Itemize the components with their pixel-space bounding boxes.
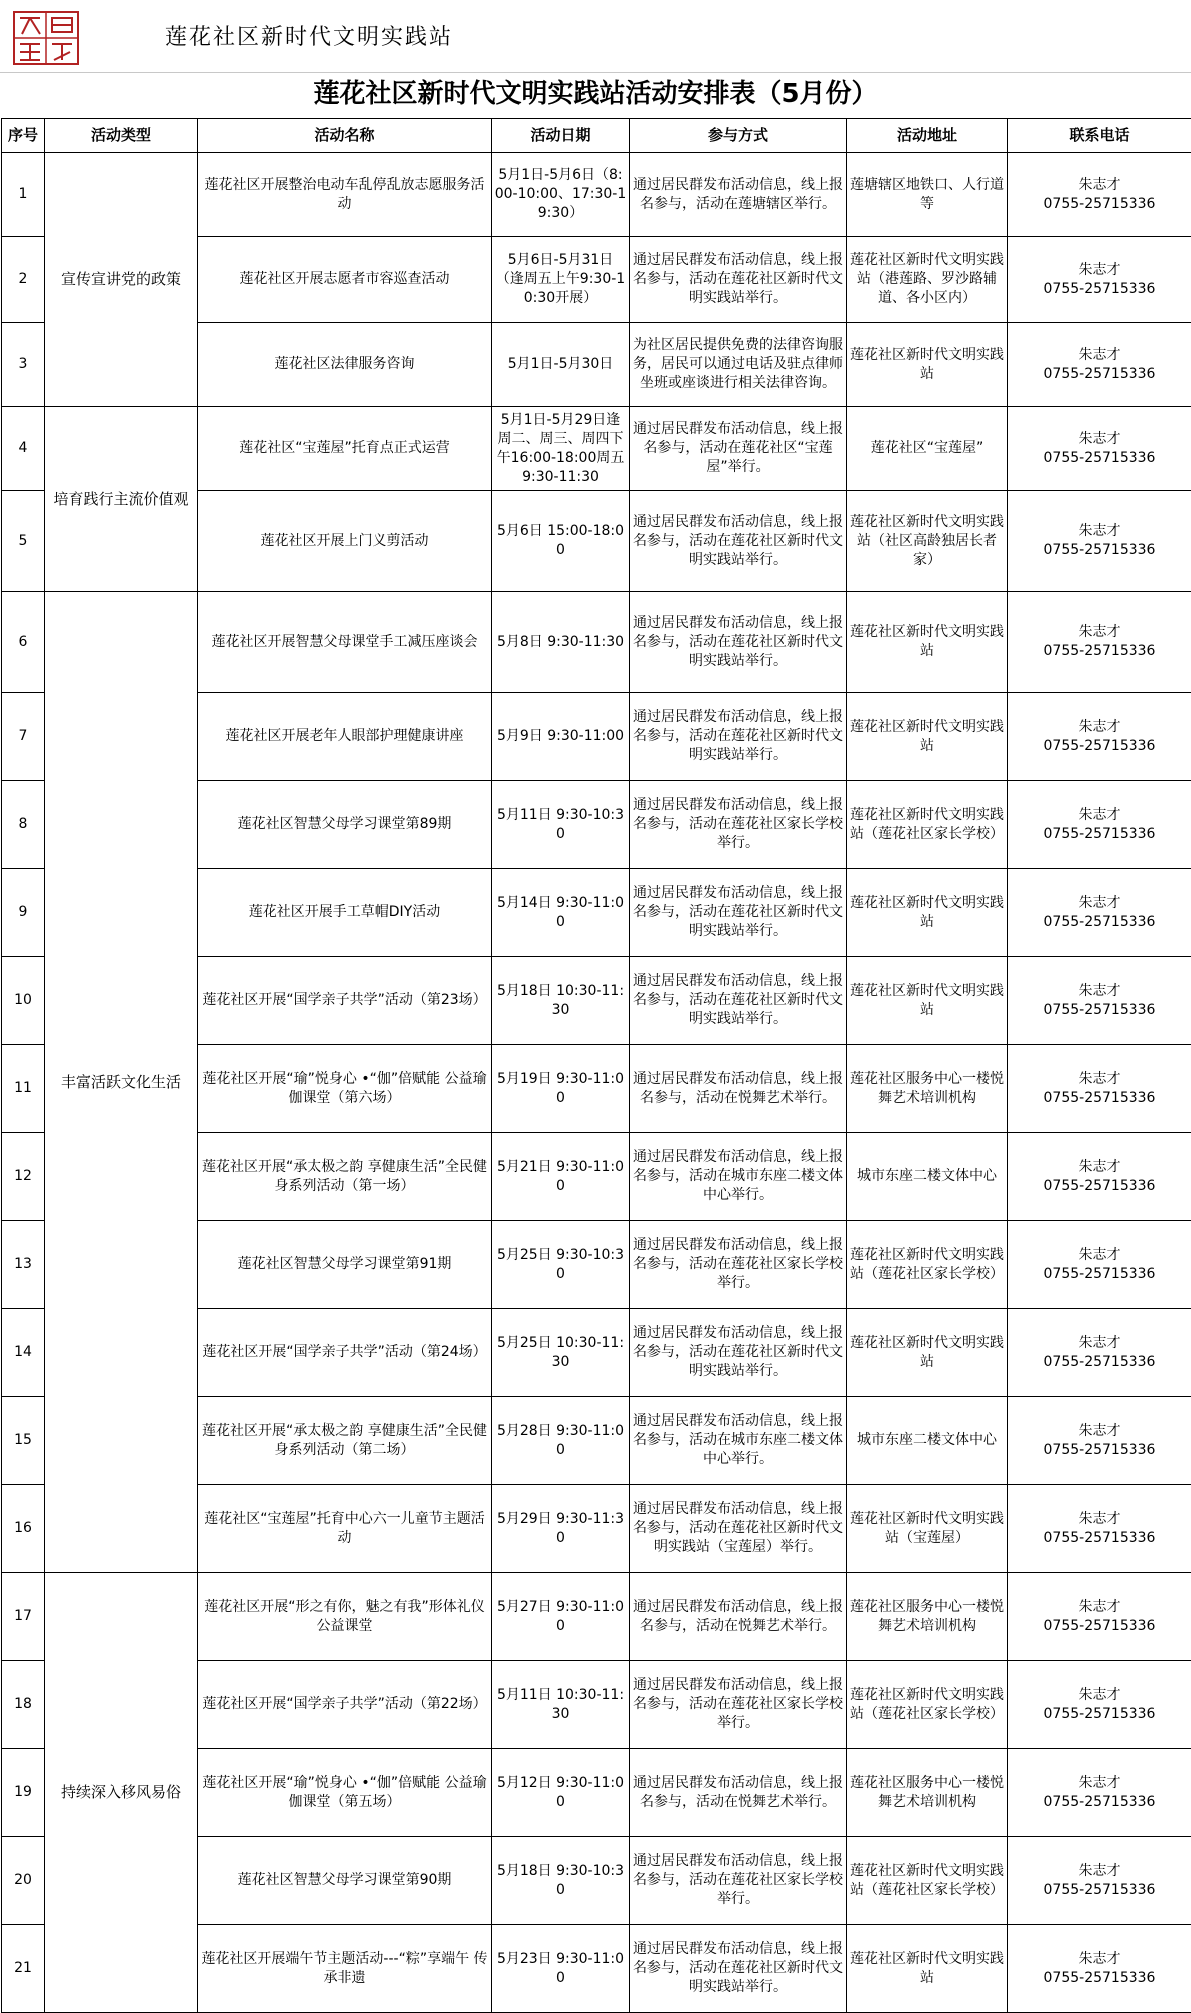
activity-address-cell: 莲花社区新时代文明实践站 xyxy=(847,1925,1008,2013)
row-number: 2 xyxy=(2,237,45,323)
participation-mode-cell: 通过居民群发布活动信息，线上报名参与，活动在莲花社区家长学校举行。 xyxy=(630,1661,847,1749)
contact-phone: 0755-25715336 xyxy=(1010,1793,1189,1812)
activity-name-cell: 莲花社区“宝莲屋”托育点正式运营 xyxy=(198,407,492,491)
contact-name: 朱志才 xyxy=(1010,1422,1189,1441)
contact-name: 朱志才 xyxy=(1010,1334,1189,1353)
contact-cell xyxy=(1008,1309,1191,1397)
contact-cell xyxy=(1008,1573,1191,1661)
activity-address-cell: 莲花社区新时代文明实践站 xyxy=(847,1309,1008,1397)
participation-mode-cell: 通过居民群发布活动信息，线上报名参与，活动在莲花社区新时代文明实践站举行。 xyxy=(630,1309,847,1397)
contact-phone: 0755-25715336 xyxy=(1010,913,1189,932)
contact-name: 朱志才 xyxy=(1010,894,1189,913)
activity-address-cell: 莲塘辖区地铁口、人行道等 xyxy=(847,153,1008,237)
contact-name: 朱志才 xyxy=(1010,1070,1189,1089)
contact-cell xyxy=(1008,407,1191,491)
activity-date-cell: 5月28日 9:30-11:00 xyxy=(492,1397,630,1485)
activity-name-cell: 莲花社区开展上门义剪活动 xyxy=(198,491,492,592)
table-row xyxy=(2,1573,1191,1661)
activity-date-cell: 5月21日 9:30-11:00 xyxy=(492,1133,630,1221)
activity-address-cell: 莲花社区新时代文明实践站 xyxy=(847,592,1008,693)
contact-cell xyxy=(1008,491,1191,592)
activity-date-cell: 5月1日-5月6日（8:00-10:00、17:30-19:30） xyxy=(492,153,630,237)
activity-date-cell: 5月27日 9:30-11:00 xyxy=(492,1573,630,1661)
activity-address-cell: 莲花社区新时代文明实践站 xyxy=(847,869,1008,957)
participation-mode-cell: 通过居民群发布活动信息，线上报名参与，活动在城市东座二楼文体中心举行。 xyxy=(630,1133,847,1221)
contact-name: 朱志才 xyxy=(1010,1950,1189,1969)
contact-name: 朱志才 xyxy=(1010,718,1189,737)
row-number: 19 xyxy=(2,1749,45,1837)
contact-phone: 0755-25715336 xyxy=(1010,280,1189,299)
participation-mode-cell: 为社区居民提供免费的法律咨询服务，居民可以通过电话及驻点律师坐班或座谈进行相关法律咨询。 xyxy=(630,323,847,407)
activity-address-cell: 城市东座二楼文体中心 xyxy=(847,1397,1008,1485)
row-number: 12 xyxy=(2,1133,45,1221)
row-number: 20 xyxy=(2,1837,45,1925)
activity-name-cell: 莲花社区智慧父母学习课堂第90期 xyxy=(198,1837,492,1925)
column-header-name: 活动名称 xyxy=(198,119,492,153)
contact-phone: 0755-25715336 xyxy=(1010,1089,1189,1108)
activity-date-cell: 5月29日 9:30-11:30 xyxy=(492,1485,630,1573)
contact-name: 朱志才 xyxy=(1010,176,1189,195)
activity-address-cell: 莲花社区“宝莲屋” xyxy=(847,407,1008,491)
activity-address-cell: 莲花社区服务中心一楼悦舞艺术培训机构 xyxy=(847,1045,1008,1133)
activity-type-cell: 丰富活跃文化生活 xyxy=(45,592,198,1573)
activity-date-cell: 5月18日 10:30-11:30 xyxy=(492,957,630,1045)
contact-cell xyxy=(1008,1397,1191,1485)
activity-date-cell: 5月1日-5月30日 xyxy=(492,323,630,407)
activity-date-cell: 5月25日 9:30-10:30 xyxy=(492,1221,630,1309)
activity-address-cell: 莲花社区新时代文明实践站（莲花社区家长学校） xyxy=(847,1221,1008,1309)
org-name: 莲花社区新时代文明实践站 xyxy=(165,20,453,51)
contact-cell xyxy=(1008,1925,1191,2013)
participation-mode-cell: 通过居民群发布活动信息，线上报名参与，活动在莲花社区新时代文明实践站（宝莲屋）举行。 xyxy=(630,1485,847,1573)
table-row xyxy=(2,407,1191,491)
contact-phone: 0755-25715336 xyxy=(1010,541,1189,560)
row-number: 17 xyxy=(2,1573,45,1661)
activity-name-cell: 莲花社区开展“承太极之韵 享健康生活”全民健身系列活动（第二场） xyxy=(198,1397,492,1485)
table-row xyxy=(2,592,1191,693)
contact-cell xyxy=(1008,237,1191,323)
contact-phone: 0755-25715336 xyxy=(1010,1265,1189,1284)
activity-address-cell: 莲花社区新时代文明实践站（莲花社区家长学校） xyxy=(847,1661,1008,1749)
activity-address-cell: 莲花社区新时代文明实践站 xyxy=(847,323,1008,407)
activity-date-cell: 5月14日 9:30-11:00 xyxy=(492,869,630,957)
contact-phone: 0755-25715336 xyxy=(1010,1353,1189,1372)
participation-mode-cell: 通过居民群发布活动信息，线上报名参与，活动在悦舞艺术举行。 xyxy=(630,1749,847,1837)
activity-name-cell: 莲花社区开展智慧父母课堂手工减压座谈会 xyxy=(198,592,492,693)
contact-cell xyxy=(1008,1749,1191,1837)
column-header-number: 序号 xyxy=(2,119,45,153)
contact-name: 朱志才 xyxy=(1010,1598,1189,1617)
activity-date-cell: 5月19日 9:30-11:00 xyxy=(492,1045,630,1133)
contact-phone: 0755-25715336 xyxy=(1010,1617,1189,1636)
activity-date-cell: 5月6日-5月31日（逢周五上午9:30-10:30开展） xyxy=(492,237,630,323)
activity-name-cell: 莲花社区智慧父母学习课堂第89期 xyxy=(198,781,492,869)
contact-cell xyxy=(1008,1661,1191,1749)
row-number: 3 xyxy=(2,323,45,407)
contact-cell xyxy=(1008,1133,1191,1221)
contact-cell xyxy=(1008,693,1191,781)
contact-cell xyxy=(1008,1837,1191,1925)
activity-name-cell: 莲花社区智慧父母学习课堂第91期 xyxy=(198,1221,492,1309)
activity-address-cell: 莲花社区服务中心一楼悦舞艺术培训机构 xyxy=(847,1573,1008,1661)
activity-name-cell: 莲花社区开展整治电动车乱停乱放志愿服务活动 xyxy=(198,153,492,237)
activity-type-cell: 持续深入移风易俗 xyxy=(45,1573,198,2013)
row-number: 7 xyxy=(2,693,45,781)
contact-cell xyxy=(1008,957,1191,1045)
contact-cell xyxy=(1008,1045,1191,1133)
row-number: 6 xyxy=(2,592,45,693)
activity-name-cell: 莲花社区开展“国学亲子共学”活动（第22场） xyxy=(198,1661,492,1749)
contact-name: 朱志才 xyxy=(1010,261,1189,280)
column-header-address: 活动地址 xyxy=(847,119,1008,153)
table-header-row xyxy=(2,119,1191,153)
row-number: 10 xyxy=(2,957,45,1045)
row-number: 14 xyxy=(2,1309,45,1397)
participation-mode-cell: 通过居民群发布活动信息，线上报名参与，活动在悦舞艺术举行。 xyxy=(630,1573,847,1661)
participation-mode-cell: 通过居民群发布活动信息，线上报名参与，活动在悦舞艺术举行。 xyxy=(630,1045,847,1133)
activity-type-cell: 培育践行主流价值观 xyxy=(45,407,198,592)
activity-date-cell: 5月6日 15:00-18:00 xyxy=(492,491,630,592)
contact-name: 朱志才 xyxy=(1010,522,1189,541)
row-number: 1 xyxy=(2,153,45,237)
activity-address-cell: 城市东座二楼文体中心 xyxy=(847,1133,1008,1221)
activity-date-cell: 5月23日 9:30-11:00 xyxy=(492,1925,630,2013)
activity-address-cell: 莲花社区新时代文明实践站 xyxy=(847,957,1008,1045)
contact-cell xyxy=(1008,153,1191,237)
column-header-phone: 联系电话 xyxy=(1008,119,1191,153)
column-header-date: 活动日期 xyxy=(492,119,630,153)
activity-name-cell: 莲花社区开展“瑜”悦身心 •“伽”倍赋能 公益瑜伽课堂（第五场） xyxy=(198,1749,492,1837)
participation-mode-cell: 通过居民群发布活动信息，线上报名参与，活动在城市东座二楼文体中心举行。 xyxy=(630,1397,847,1485)
activity-date-cell: 5月8日 9:30-11:30 xyxy=(492,592,630,693)
activity-date-cell: 5月25日 10:30-11:30 xyxy=(492,1309,630,1397)
contact-phone: 0755-25715336 xyxy=(1010,365,1189,384)
row-number: 18 xyxy=(2,1661,45,1749)
activity-name-cell: 莲花社区开展端午节主题活动---“粽”享端午 传承非遗 xyxy=(198,1925,492,2013)
activity-address-cell: 莲花社区新时代文明实践站（港莲路、罗沙路辅道、各小区内） xyxy=(847,237,1008,323)
participation-mode-cell: 通过居民群发布活动信息，线上报名参与，活动在莲花社区新时代文明实践站举行。 xyxy=(630,592,847,693)
row-number: 13 xyxy=(2,1221,45,1309)
row-number: 8 xyxy=(2,781,45,869)
contact-phone: 0755-25715336 xyxy=(1010,1969,1189,1988)
activity-address-cell: 莲花社区服务中心一楼悦舞艺术培训机构 xyxy=(847,1749,1008,1837)
activity-name-cell: 莲花社区开展“形之有你，魅之有我”形体礼仪公益课堂 xyxy=(198,1573,492,1661)
activity-name-cell: 莲花社区“宝莲屋”托育中心六一儿童节主题活动 xyxy=(198,1485,492,1573)
participation-mode-cell: 通过居民群发布活动信息，线上报名参与，活动在莲花社区新时代文明实践站举行。 xyxy=(630,957,847,1045)
civilization-practice-logo-icon xyxy=(12,10,80,66)
contact-phone: 0755-25715336 xyxy=(1010,449,1189,468)
activity-address-cell: 莲花社区新时代文明实践站（莲花社区家长学校） xyxy=(847,781,1008,869)
contact-name: 朱志才 xyxy=(1010,806,1189,825)
contact-phone: 0755-25715336 xyxy=(1010,1881,1189,1900)
activity-date-cell: 5月9日 9:30-11:00 xyxy=(492,693,630,781)
contact-name: 朱志才 xyxy=(1010,1862,1189,1881)
row-number: 9 xyxy=(2,869,45,957)
activity-name-cell: 莲花社区法律服务咨询 xyxy=(198,323,492,407)
activity-date-cell: 5月18日 9:30-10:30 xyxy=(492,1837,630,1925)
activity-name-cell: 莲花社区开展“承太极之韵 享健康生活”全民健身系列活动（第一场） xyxy=(198,1133,492,1221)
contact-phone: 0755-25715336 xyxy=(1010,642,1189,661)
page-header xyxy=(0,0,1191,70)
column-header-type: 活动类型 xyxy=(45,119,198,153)
contact-phone: 0755-25715336 xyxy=(1010,825,1189,844)
contact-cell xyxy=(1008,592,1191,693)
contact-phone: 0755-25715336 xyxy=(1010,737,1189,756)
contact-cell xyxy=(1008,323,1191,407)
participation-mode-cell: 通过居民群发布活动信息，线上报名参与，活动在莲花社区家长学校举行。 xyxy=(630,1837,847,1925)
participation-mode-cell: 通过居民群发布活动信息，线上报名参与，活动在莲花社区新时代文明实践站举行。 xyxy=(630,491,847,592)
contact-name: 朱志才 xyxy=(1010,430,1189,449)
contact-phone: 0755-25715336 xyxy=(1010,1441,1189,1460)
activity-date-cell: 5月12日 9:30-11:00 xyxy=(492,1749,630,1837)
contact-cell xyxy=(1008,1485,1191,1573)
row-number: 11 xyxy=(2,1045,45,1133)
table-body xyxy=(2,153,1191,2013)
contact-cell xyxy=(1008,869,1191,957)
row-number: 16 xyxy=(2,1485,45,1573)
participation-mode-cell: 通过居民群发布活动信息，线上报名参与，活动在莲花社区新时代文明实践站举行。 xyxy=(630,1925,847,2013)
contact-phone: 0755-25715336 xyxy=(1010,1177,1189,1196)
participation-mode-cell: 通过居民群发布活动信息，线上报名参与，活动在莲塘辖区举行。 xyxy=(630,153,847,237)
row-number: 15 xyxy=(2,1397,45,1485)
contact-name: 朱志才 xyxy=(1010,346,1189,365)
activity-name-cell: 莲花社区开展手工草帽DIY活动 xyxy=(198,869,492,957)
contact-phone: 0755-25715336 xyxy=(1010,1529,1189,1548)
contact-cell xyxy=(1008,1221,1191,1309)
activity-type-cell: 宣传宣讲党的政策 xyxy=(45,153,198,407)
activity-address-cell: 莲花社区新时代文明实践站（社区高龄独居长者家） xyxy=(847,491,1008,592)
contact-phone: 0755-25715336 xyxy=(1010,1001,1189,1020)
activity-date-cell: 5月1日-5月29日逢周二、周三、周四下午16:00-18:00周五9:30-11:30 xyxy=(492,407,630,491)
contact-name: 朱志才 xyxy=(1010,1774,1189,1793)
participation-mode-cell: 通过居民群发布活动信息，线上报名参与，活动在莲花社区新时代文明实践站举行。 xyxy=(630,693,847,781)
activity-name-cell: 莲花社区开展志愿者市容巡查活动 xyxy=(198,237,492,323)
activity-date-cell: 5月11日 10:30-11:30 xyxy=(492,1661,630,1749)
row-number: 21 xyxy=(2,1925,45,2013)
row-number: 4 xyxy=(2,407,45,491)
activity-name-cell: 莲花社区开展“国学亲子共学”活动（第23场） xyxy=(198,957,492,1045)
participation-mode-cell: 通过居民群发布活动信息，线上报名参与，活动在莲花社区新时代文明实践站举行。 xyxy=(630,869,847,957)
contact-name: 朱志才 xyxy=(1010,1246,1189,1265)
contact-name: 朱志才 xyxy=(1010,1158,1189,1177)
activity-name-cell: 莲花社区开展老年人眼部护理健康讲座 xyxy=(198,693,492,781)
activity-address-cell: 莲花社区新时代文明实践站（宝莲屋） xyxy=(847,1485,1008,1573)
participation-mode-cell: 通过居民群发布活动信息，线上报名参与，活动在莲花社区“宝莲屋”举行。 xyxy=(630,407,847,491)
column-header-mode: 参与方式 xyxy=(630,119,847,153)
activity-name-cell: 莲花社区开展“国学亲子共学”活动（第24场） xyxy=(198,1309,492,1397)
participation-mode-cell: 通过居民群发布活动信息，线上报名参与，活动在莲花社区家长学校举行。 xyxy=(630,781,847,869)
contact-name: 朱志才 xyxy=(1010,1686,1189,1705)
contact-name: 朱志才 xyxy=(1010,982,1189,1001)
contact-phone: 0755-25715336 xyxy=(1010,1705,1189,1724)
activity-name-cell: 莲花社区开展“瑜”悦身心 •“伽”倍赋能 公益瑜伽课堂（第六场） xyxy=(198,1045,492,1133)
contact-phone: 0755-25715336 xyxy=(1010,195,1189,214)
contact-name: 朱志才 xyxy=(1010,1510,1189,1529)
participation-mode-cell: 通过居民群发布活动信息，线上报名参与，活动在莲花社区家长学校举行。 xyxy=(630,1221,847,1309)
page-title: 莲花社区新时代文明实践站活动安排表（5月份） xyxy=(0,72,1191,117)
activity-address-cell: 莲花社区新时代文明实践站 xyxy=(847,693,1008,781)
activity-date-cell: 5月11日 9:30-10:30 xyxy=(492,781,630,869)
activity-address-cell: 莲花社区新时代文明实践站（莲花社区家长学校） xyxy=(847,1837,1008,1925)
activity-schedule-table xyxy=(1,118,1191,2013)
row-number: 5 xyxy=(2,491,45,592)
participation-mode-cell: 通过居民群发布活动信息，线上报名参与，活动在莲花社区新时代文明实践站举行。 xyxy=(630,237,847,323)
contact-name: 朱志才 xyxy=(1010,623,1189,642)
contact-cell xyxy=(1008,781,1191,869)
table-row xyxy=(2,153,1191,237)
